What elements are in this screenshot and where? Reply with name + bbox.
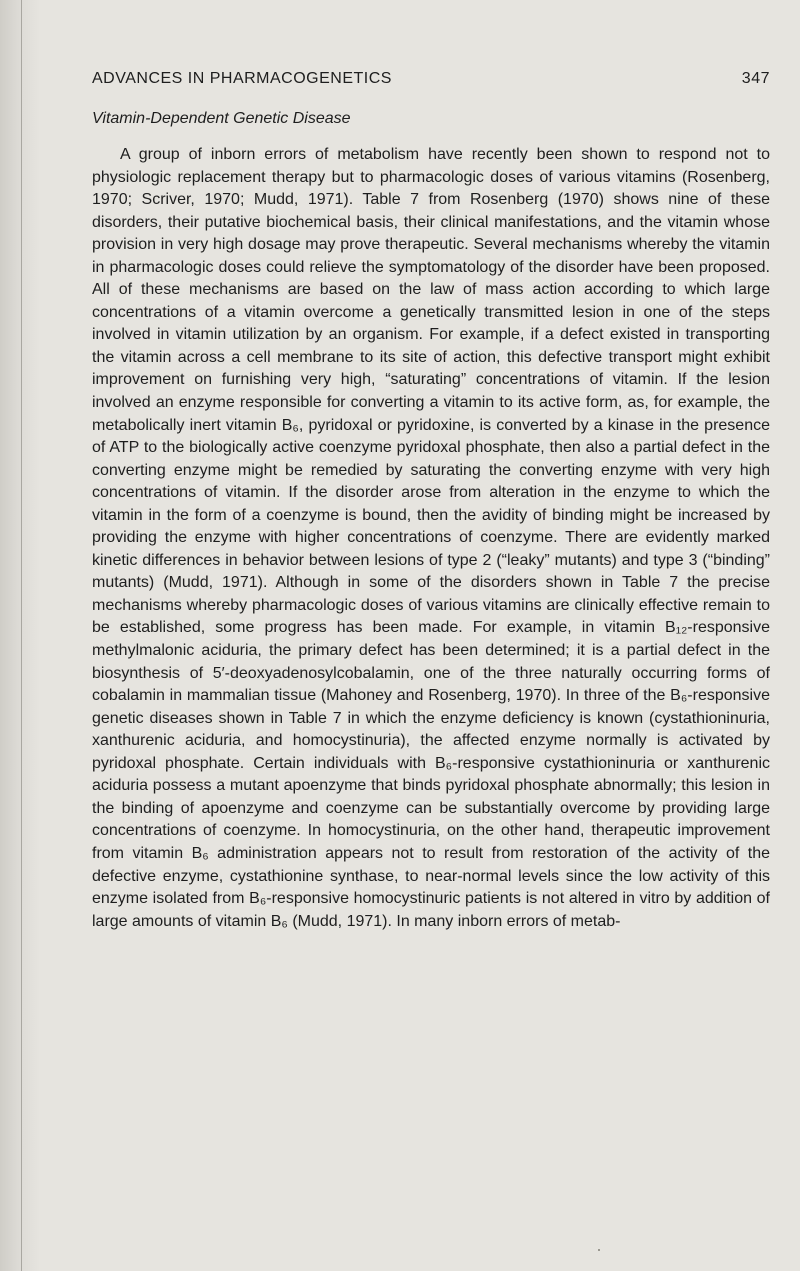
running-title: ADVANCES IN PHARMACOGENETICS xyxy=(92,70,392,87)
paper-speck xyxy=(598,1249,600,1251)
section-heading: Vitamin-Dependent Genetic Disease xyxy=(92,110,351,127)
body-paragraph: A group of inborn errors of metabolism have recently been shown to respond not to physiologic replacement therapy but to pharmacologic doses of various vitamins (Rosenberg, 1970; Scriver, 1970; Mudd, 1971). Table 7 from Rosenberg (1970) shows nine of these disorders, their putative biochemical basis, their clinical manifestations, and the vitamin whose provision in very high dosage may prove therapeutic. Several mechanisms whereby the vitamin in pharmacologic doses could relieve the symptomatology of the disorder have been proposed. All of these mechanisms are based on the law of mass action according to which large concentrations of a vitamin overcome a genetically transmitted lesion in one of the steps involved in vitamin utilization by an organism. For example, if a defect existed in transporting the vitamin across a cell membrane to its site of action, this defective transport might exhibit improvement on furnishing very high, “saturating” concentrations of vitamin. If the lesion involved an enzyme responsible for converting a vitamin to its active form, as, for example, the metabolically inert vitamin B₆, pyridoxal or pyridoxine, is converted by a kinase in the presence of ATP to the biologically active coenzyme pyridoxal phosphate, then also a partial defect in the converting enzyme might be remedied by saturating the converting enzyme with very high concentrations of vitamin. If the disorder arose from alteration in the enzyme to which the vitamin in the form of a coenzyme is bound, then the avidity of binding might be increased by providing the enzyme with higher concentrations of coenzyme. There are evidently marked kinetic differences in behavior between lesions of type 2 (“leaky” mutants) and type 3 (“binding” mutants) (Mudd, 1971). Although in some of the disorders shown in Table 7 the precise mechanisms whereby pharmacologic doses of various vitamins are clinically effective remain to be established, some progress has been made. For example, in vitamin B₁₂-responsive methylmalonic aciduria, the primary defect has been determined; it is a partial defect in the biosynthesis of 5′-deoxyadenosylcobalamin, one of the three naturally occurring forms of cobalamin in mammalian tissue (Mahoney and Rosenberg, 1970). In three of the B₆-responsive genetic diseases shown in Table 7 in which the enzyme deficiency is known (cystathioninuria, xanthurenic aciduria, and homocystinuria), the affected enzyme normally is activated by pyridoxal phosphate. Certain individuals with B₆-responsive cystathioninuria or xanthurenic aciduria possess a mutant apoenzyme that binds pyridoxal phosphate abnormally; this lesion in the binding of apoenzyme and coenzyme can be substantially overcome by providing large concentrations of coenzyme. In homocystinuria, on the other hand, therapeutic improvement from vitamin B₆ administration appears not to result from restoration of the activity of the defective enzyme, cystathionine synthase, to near-normal levels since the low activity of this enzyme isolated from B₆-responsive homocystinuric patients is not altered in vitro by addition of large amounts of vitamin B₆ (Mudd, 1971). In many inborn errors of metab- xyxy=(92,146,770,930)
book-page xyxy=(92,70,770,933)
binding-line xyxy=(21,0,22,1271)
page-binding-edge xyxy=(0,0,40,1271)
page-number: 347 xyxy=(741,70,770,87)
running-head xyxy=(92,70,770,96)
